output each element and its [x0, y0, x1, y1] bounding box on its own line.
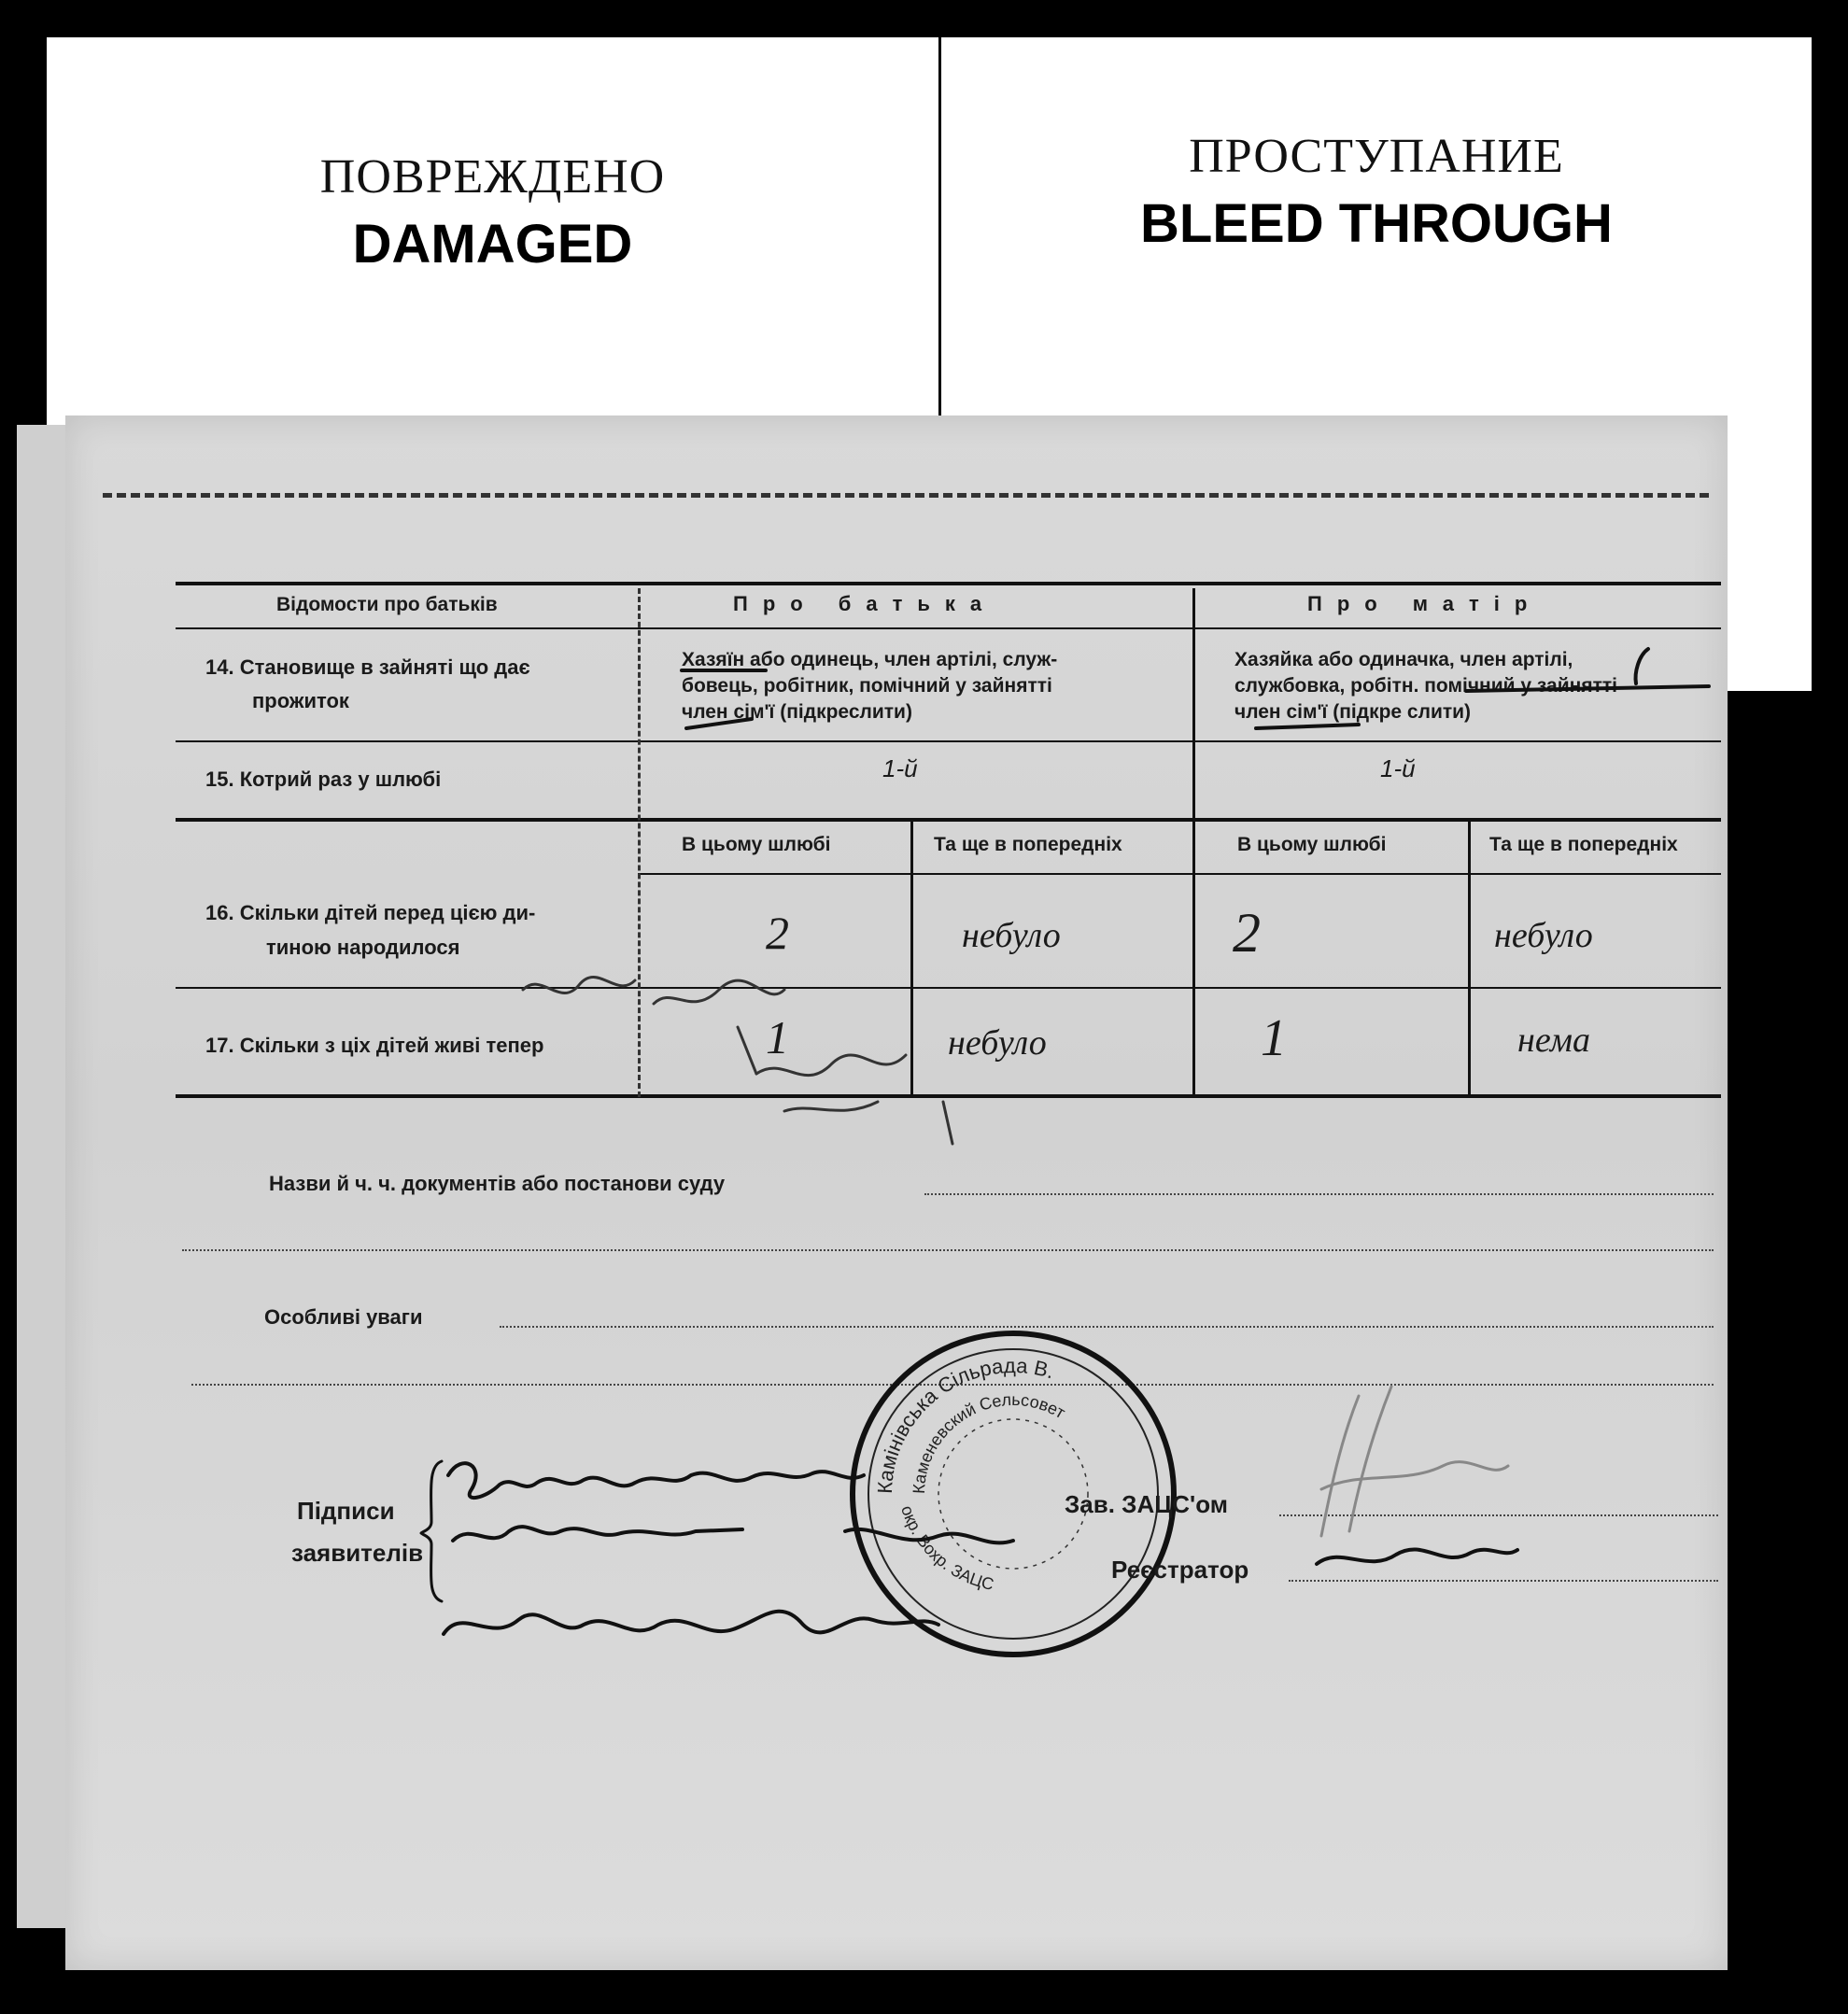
row14-mother-line3: член сім'ї (підкре слити)	[1234, 701, 1472, 723]
row17-father-previous: небуло	[948, 1023, 1047, 1063]
seal-text-outer: Камінівська Сільрада В.	[872, 1353, 1058, 1495]
table-top-rule	[176, 582, 1721, 585]
subheader-father-previous: Та ще в попередніх	[934, 834, 1122, 855]
row17-mother-previous: нема	[1517, 1021, 1591, 1060]
subheader-bottom-rule	[638, 873, 1721, 875]
table-header-rule	[176, 627, 1721, 629]
registrar-label: Реєстратор	[1111, 1556, 1249, 1584]
subheader-mother-this-marriage: В цьому шлюбі	[1237, 834, 1387, 855]
row14-father-line1: Хазяїн або одинець, член артілі, служ-	[682, 649, 1058, 670]
bleed-through-scribbles	[504, 962, 1027, 1148]
row14-underline-marks	[677, 644, 1256, 738]
row16-label-line2: тиною народилося	[266, 936, 460, 959]
head-handwritten-signature	[1303, 1377, 1527, 1583]
header-about-mother: Про матір	[1307, 592, 1543, 615]
applicants-label-line2: заявителів	[291, 1539, 424, 1567]
row16-father-previous: небуло	[962, 916, 1061, 955]
row17-label: 17. Скільки з ціх дітей живі тепер	[205, 1034, 544, 1057]
head-of-registry-label: Зав. ЗАЦС'ом	[1065, 1490, 1228, 1518]
row15-label: 15. Котрий раз у шлюбі	[205, 768, 442, 791]
seal-text-bottom: окр. Вохр. ЗАЦС	[897, 1502, 996, 1595]
perforation-line	[103, 493, 1709, 498]
row14-mother-line1: Хазяйка або одиначка, член артілі,	[1234, 649, 1573, 670]
row17-mother-this: 1	[1261, 1009, 1287, 1067]
subheader-father-this-marriage: В цьому шлюбі	[682, 834, 831, 855]
bleed-through-label-english: BLEED THROUGH	[1140, 193, 1613, 254]
damaged-label-english: DAMAGED	[352, 214, 633, 275]
seal-text-inner: Каменевский Сельсовет	[909, 1389, 1069, 1495]
row15-father-value: 1-й	[882, 754, 918, 782]
row14-father-line3: член сім'ї (підкреслити)	[682, 701, 912, 723]
documents-label: Назви й ч. ч. документів або постанови суду	[269, 1172, 726, 1195]
applicants-label-line1: Підписи	[297, 1497, 395, 1525]
row14-father-line2: бовець, робітник, помічний у зайнятті	[682, 675, 1052, 697]
row14-bottom-rule	[176, 740, 1721, 742]
subheader-mother-previous: Та ще в попередніх	[1489, 834, 1678, 855]
notes-label: Особливі уваги	[264, 1305, 423, 1329]
row16-mother-this: 2	[1233, 902, 1261, 964]
row14-label-line1: 14. Становище в зайняті що дає	[205, 655, 530, 679]
bleed-through-label-russian: ПРОСТУПАНИЕ	[1189, 130, 1564, 183]
documents-fill-line-2	[182, 1249, 1714, 1251]
applicants-handwritten-signatures	[434, 1447, 1125, 1681]
row14-label-line2: прожиток	[252, 689, 349, 712]
row16-father-this: 2	[766, 907, 789, 959]
row16-label-line1: 16. Скільки дітей перед цією ди-	[205, 901, 536, 924]
damaged-label-russian: ПОВРЕЖДЕНО	[319, 150, 666, 204]
mother-subcolumn-divider	[1468, 820, 1471, 1097]
row15-bottom-rule	[176, 818, 1721, 822]
row16-mother-previous: небуло	[1494, 916, 1593, 955]
row15-mother-value: 1-й	[1380, 754, 1416, 782]
row14-mother-underline-marks	[1251, 635, 1737, 738]
header-about-father: Про батька	[733, 592, 997, 615]
header-parents-info: Відомости про батьків	[276, 594, 498, 615]
row14-mother-line2: службовка, робітн. помічний у зайнятті	[1234, 675, 1617, 697]
row17-father-this: 1	[766, 1011, 789, 1063]
documents-fill-line	[924, 1193, 1714, 1195]
